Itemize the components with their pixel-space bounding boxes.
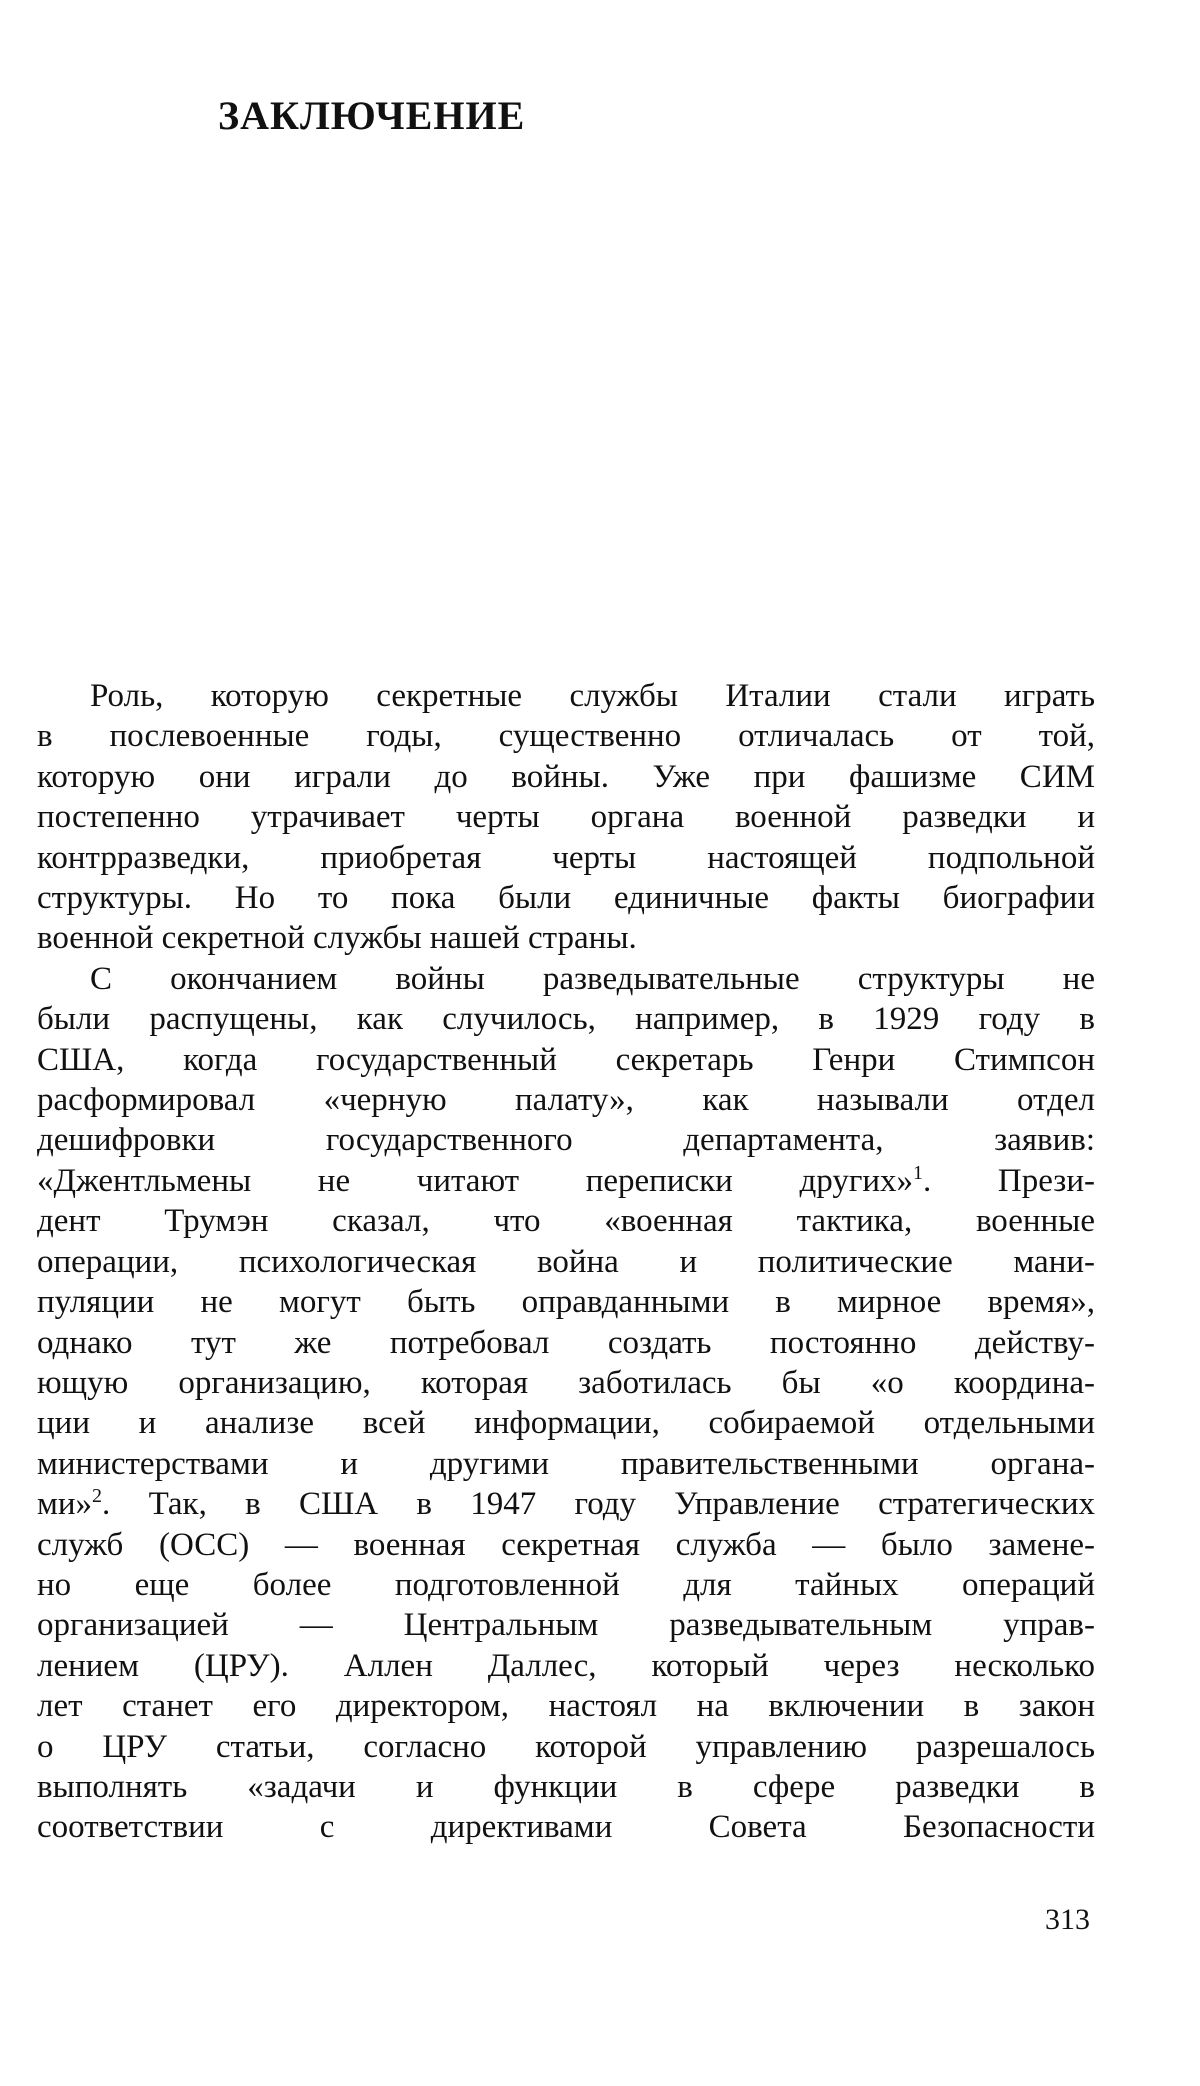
footnote-marker: 2 <box>92 1485 103 1508</box>
text-fragment: «Джентльмены не читают переписки других» <box>37 1162 914 1199</box>
text-line: контрразведки, приобретая черты настоящей подпольной <box>37 839 1095 876</box>
text-line: однако тут же потребовал создать постоянно действу- <box>37 1324 1095 1361</box>
paragraph-2 <box>37 959 1095 1848</box>
text-line: служб (ОСС) — военная секретная служба — было замене- <box>37 1526 1095 1563</box>
text-line: которую они играли до войны. Уже при фашизме СИМ <box>37 758 1095 795</box>
text-line: Роль, которую секретные службы Италии стали играть <box>90 678 1095 714</box>
text-line: расформировал «черную палату», как называли отдел <box>37 1082 1095 1119</box>
text-line: соответствии с директивами Совета Безопасности <box>37 1809 1095 1846</box>
text-line: лением (ЦРУ). Аллен Даллес, который через несколько <box>37 1647 1095 1684</box>
text-line: в послевоенные годы, существенно отличалась от той, <box>37 718 1095 755</box>
text-line: ющую организацию, которая заботилась бы «о координа- <box>37 1364 1095 1401</box>
text-line-with-footnote <box>37 1484 1095 1524</box>
text-line: операции, психологическая война и политические мани- <box>37 1243 1095 1280</box>
text-line: лет станет его директором, настоял на включении в закон <box>37 1688 1095 1725</box>
chapter-title: ЗАКЛЮЧЕНИЕ <box>218 93 526 138</box>
text-line: дешифровки государственного департамента, заявив: <box>37 1122 1095 1159</box>
text-line: но еще более подготовленной для тайных операций <box>37 1566 1095 1603</box>
text-line: структуры. Но то пока были единичные факты биографии <box>37 880 1095 917</box>
footnote-marker: 1 <box>913 1161 924 1184</box>
text-line: выполнять «задачи и функции в сфере разведки в <box>37 1768 1095 1805</box>
text-line: пуляции не могут быть оправданными в мирное время», <box>37 1284 1095 1321</box>
text-line: ции и анализе всей информации, собираемой отдельными <box>37 1405 1095 1442</box>
text-line: С окончанием войны разведывательные структуры не <box>90 960 1095 997</box>
text-line: дент Трумэн сказал, что «военная тактика, военные <box>37 1203 1095 1240</box>
paragraph-1 <box>37 676 1095 959</box>
text-fragment: . Прези- <box>923 1162 1095 1199</box>
text-line: организацией — Центральным разведывательным управ- <box>37 1607 1095 1644</box>
text-line: о ЦРУ статьи, согласно которой управлению разрешалось <box>37 1728 1095 1765</box>
text-fragment: ми» <box>37 1486 93 1523</box>
text-line: постепенно утрачивает черты органа военной разведки и <box>37 799 1095 836</box>
text-line: США, когда государственный секретарь Генри Стимпсон <box>37 1041 1095 1078</box>
text-line: были распущены, как случилось, например, в 1929 году в <box>37 1001 1095 1038</box>
text-line-with-footnote <box>37 1161 1095 1201</box>
text-line: министерствами и другими правительственными органа- <box>37 1445 1095 1482</box>
text-line: военной секретной службы нашей страны. <box>37 920 637 957</box>
text-fragment: . Так, в США в 1947 году Управление стратегических <box>102 1486 1095 1523</box>
body-text <box>37 676 1095 1848</box>
page-number: 313 <box>1045 1903 1090 1936</box>
